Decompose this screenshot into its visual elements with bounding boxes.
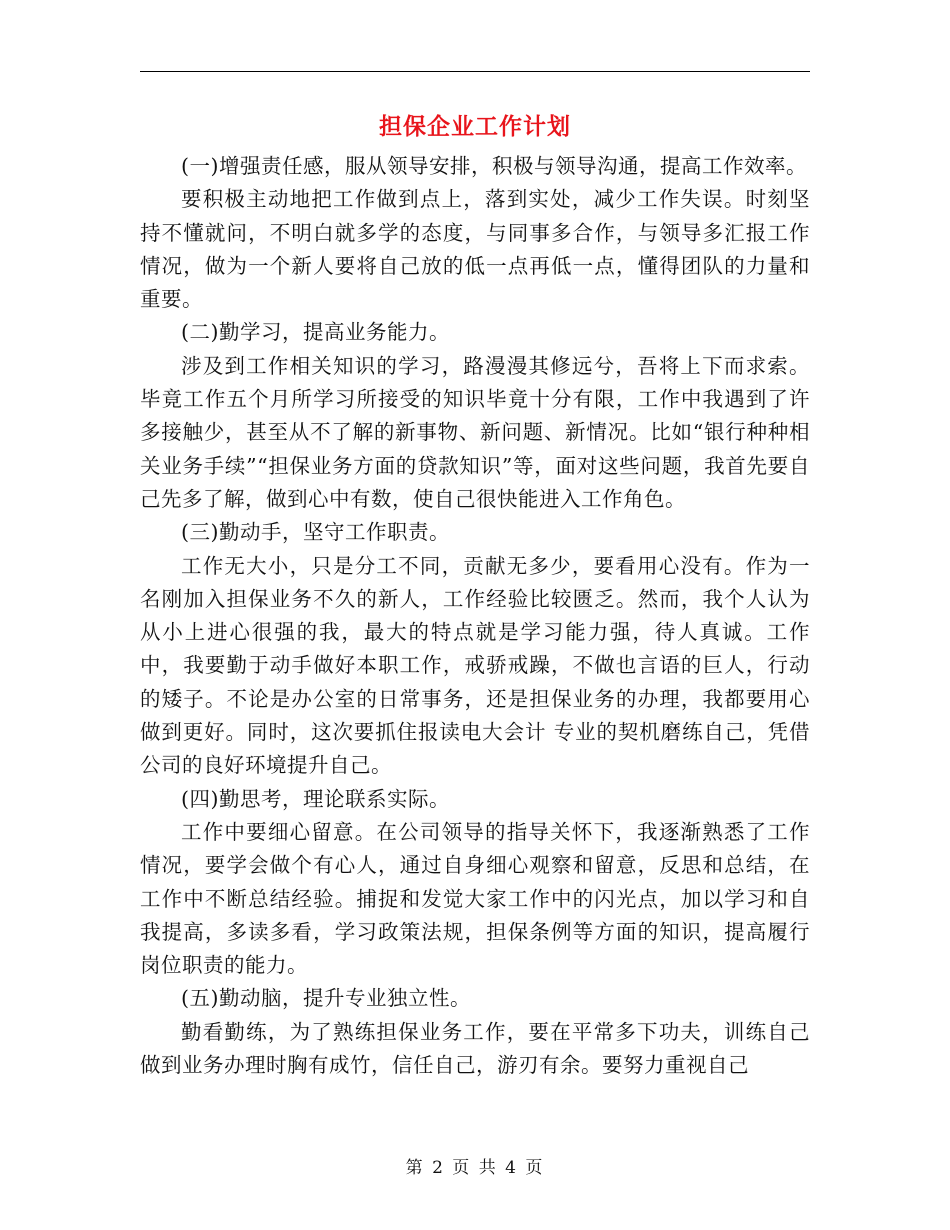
body-paragraph: 工作无大小，只是分工不同，贡献无多少，要看用心没有。作为一名刚加入担保业务不久的新人，工作经验比较匮乏。然而，我个人认为从小上进心很强的我，最大的特点就是学习能力强，待人真诚。工作中，我要勤于动手做好本职工作，戒骄戒躁，不做也言语的巨人，行动的矮子。不论是办公室的日常事务，还是担保业务的办理，我都要用心做到更好。同时，这次要抓住报读电大会计 专业的契机磨练自己，凭借公司的良好环境提升自己。 [140,553,810,778]
section-heading-1: (一)增强责任感，服从领导安排，积极与领导沟通，提高工作效率。 [181,154,807,178]
section-heading-2: (二)勤学习，提高业务能力。 [181,320,450,345]
document-title: 担保企业工作计划 [379,113,571,140]
body-paragraph: 工作中要细心留意。在公司领导的指导关怀下，我逐渐熟悉了工作情况，要学会做个有心人，通过自身细心观察和留意，反思和总结，在工作中不断总结经验。捕捉和发觉大家工作中的闪光点，加以学习和自我提高，多读多看，学习政策法规，担保条例等方面的知识，提高履行岗位职责的能力。 [140,819,810,978]
body-paragraph: 要积极主动地把工作做到点上，落到实处，减少工作失误。时刻坚持不懂就问，不明白就多学的态度，与同事多合作，与领导多汇报工作情况，做为一个新人要将自己放的低一点再低一点，懂得团队的力量和重要。 [140,187,810,312]
page-number: 第 2 页 共 4 页 [405,1158,545,1178]
section-heading-4: (四)勤思考，理论联系实际。 [181,786,450,811]
body-paragraph: 勤看勤练，为了熟练担保业务工作，要在平常多下功夫，训练自己做到业务办理时胸有成竹，信任自己，游刃有余。要努力重视自己 [140,1019,810,1078]
body-paragraph: 涉及到工作相关知识的学习，路漫漫其修远兮，吾将上下而求索。毕竟工作五个月所学习所接受的知识毕竟十分有限，工作中我遇到了许多接触少，甚至从不了解的新事物、新问题、新情况。比如“银行种种相关业务手续”“担保业务方面的贷款知识”等，面对这些问题，我首先要自己先多了解，做到心中有数，使自己很快能进入工作角色。 [140,353,810,511]
header-rule [140,71,810,72]
document-body [140,150,810,1082]
section-heading-5: (五)勤动脑，提升专业独立性。 [181,986,471,1011]
section-heading-3: (三)勤动手，坚守工作职责。 [181,520,450,545]
